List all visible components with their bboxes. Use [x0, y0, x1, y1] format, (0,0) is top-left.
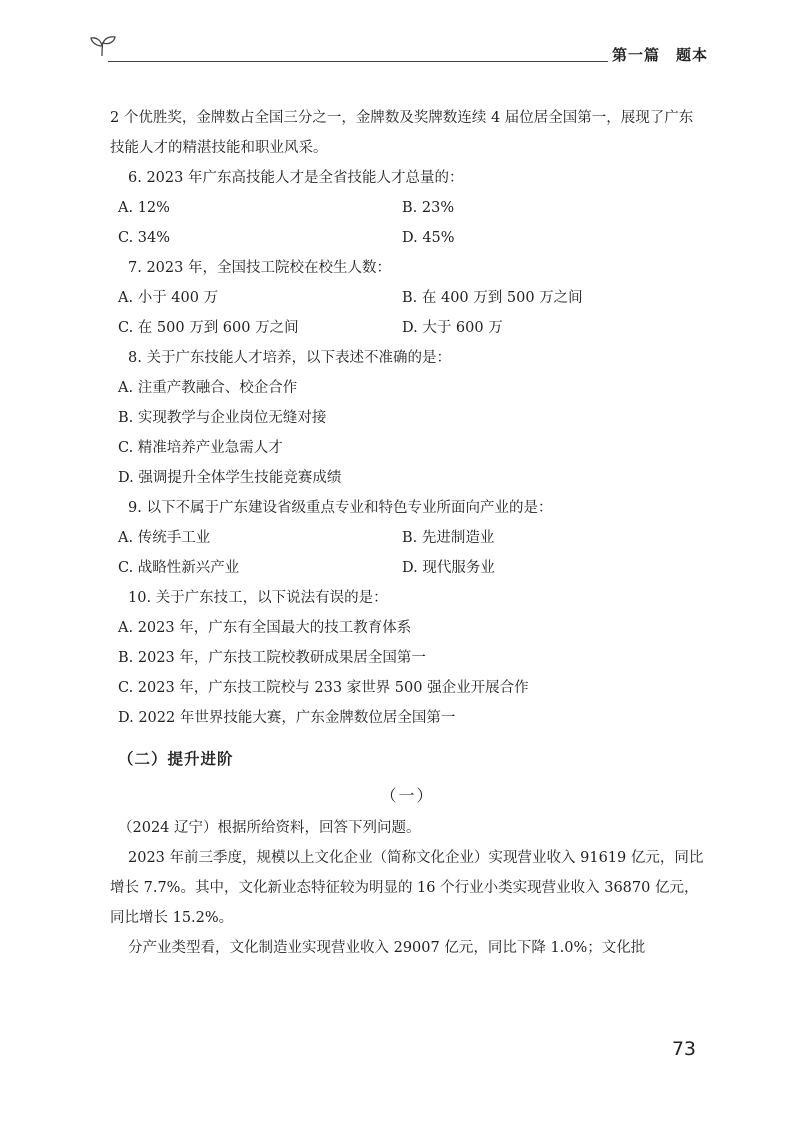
option-row: [110, 313, 705, 343]
paragraph-continuation: 2 个优胜奖，金牌数占全国三分之一，金牌数及奖牌数连续 4 届位居全国第一，展现了广东技能人才的精湛技能和职业风采。: [110, 110, 694, 156]
option-row: [110, 223, 705, 253]
option-d: D. 2022 年世界技能大赛，广东金牌数位居全国第一: [118, 710, 456, 726]
option-b: B. 在 400 万到 500 万之间: [402, 290, 583, 306]
question-stem: 9. 以下不属于广东建设省级重点专业和特色专业所面向产业的是：: [128, 500, 553, 516]
material-intro: （2024 辽宁）根据所给资料，回答下列问题。: [118, 820, 421, 836]
header-title: 第一篇 题本: [611, 46, 708, 64]
option-d: D. 现代服务业: [402, 560, 495, 576]
question-stem: 10. 关于广东技工，以下说法有误的是：: [128, 590, 388, 606]
material-paragraph: 分产业类型看，文化制造业实现营业收入 29007 亿元，同比下降 1.0%；文化批: [128, 940, 646, 956]
question-8: [110, 343, 705, 493]
option-b: B. 先进制造业: [402, 530, 495, 546]
question-9: [110, 493, 705, 583]
option-a: A. 注重产教融合、校企合作: [118, 380, 298, 396]
option-row: [110, 553, 705, 583]
option-c: C. 在 500 万到 600 万之间: [118, 320, 299, 336]
option-row: [110, 193, 705, 223]
option-d: D. 45%: [402, 230, 455, 246]
question-7: [110, 253, 705, 343]
option-b: B. 实现教学与企业岗位无缝对接: [118, 410, 327, 426]
section-heading: （二）提升进阶: [118, 750, 234, 768]
header-divider: [108, 61, 608, 62]
question-stem: 7. 2023 年，全国技工院校在校生人数：: [128, 260, 391, 276]
option-b: B. 2023 年，广东技工院校教研成果居全国第一: [118, 650, 426, 666]
option-a: A. 小于 400 万: [118, 290, 219, 306]
option-c: C. 34%: [118, 230, 171, 246]
option-c: C. 2023 年，广东技工院校与 233 家世界 500 强企业开展合作: [118, 680, 529, 696]
question-stem: 6. 2023 年广东高技能人才是全省技能人才总量的：: [128, 170, 464, 186]
sprout-icon: [88, 34, 118, 58]
option-b: B. 23%: [402, 200, 455, 216]
option-a: A. 2023 年，广东有全国最大的技工教育体系: [118, 620, 412, 636]
page-content: [110, 103, 705, 963]
material-paragraph: 2023 年前三季度，规模以上文化企业（简称文化企业）实现营业收入 91619 亿元，同比增长 7.7%。其中，文化新业态特征较为明显的 16 个行业小类实现营业收入 36870 亿元，同比增长 15.2%。: [110, 850, 704, 926]
option-c: C. 战略性新兴产业: [118, 560, 240, 576]
option-row: [110, 283, 705, 313]
page-number: 73: [671, 1038, 696, 1060]
question-10: [110, 583, 705, 733]
option-a: A. 12%: [118, 200, 170, 216]
option-a: A. 传统手工业: [118, 530, 211, 546]
page-header: [88, 28, 708, 78]
option-d: D. 大于 600 万: [402, 320, 503, 336]
option-d: D. 强调提升全体学生技能竞赛成绩: [118, 470, 342, 486]
subsection-title: （一）: [380, 786, 435, 805]
option-row: [110, 523, 705, 553]
question-6: [110, 163, 705, 253]
question-stem: 8. 关于广东技能人才培养，以下表述不准确的是：: [128, 350, 451, 366]
option-c: C. 精准培养产业急需人才: [118, 440, 283, 456]
